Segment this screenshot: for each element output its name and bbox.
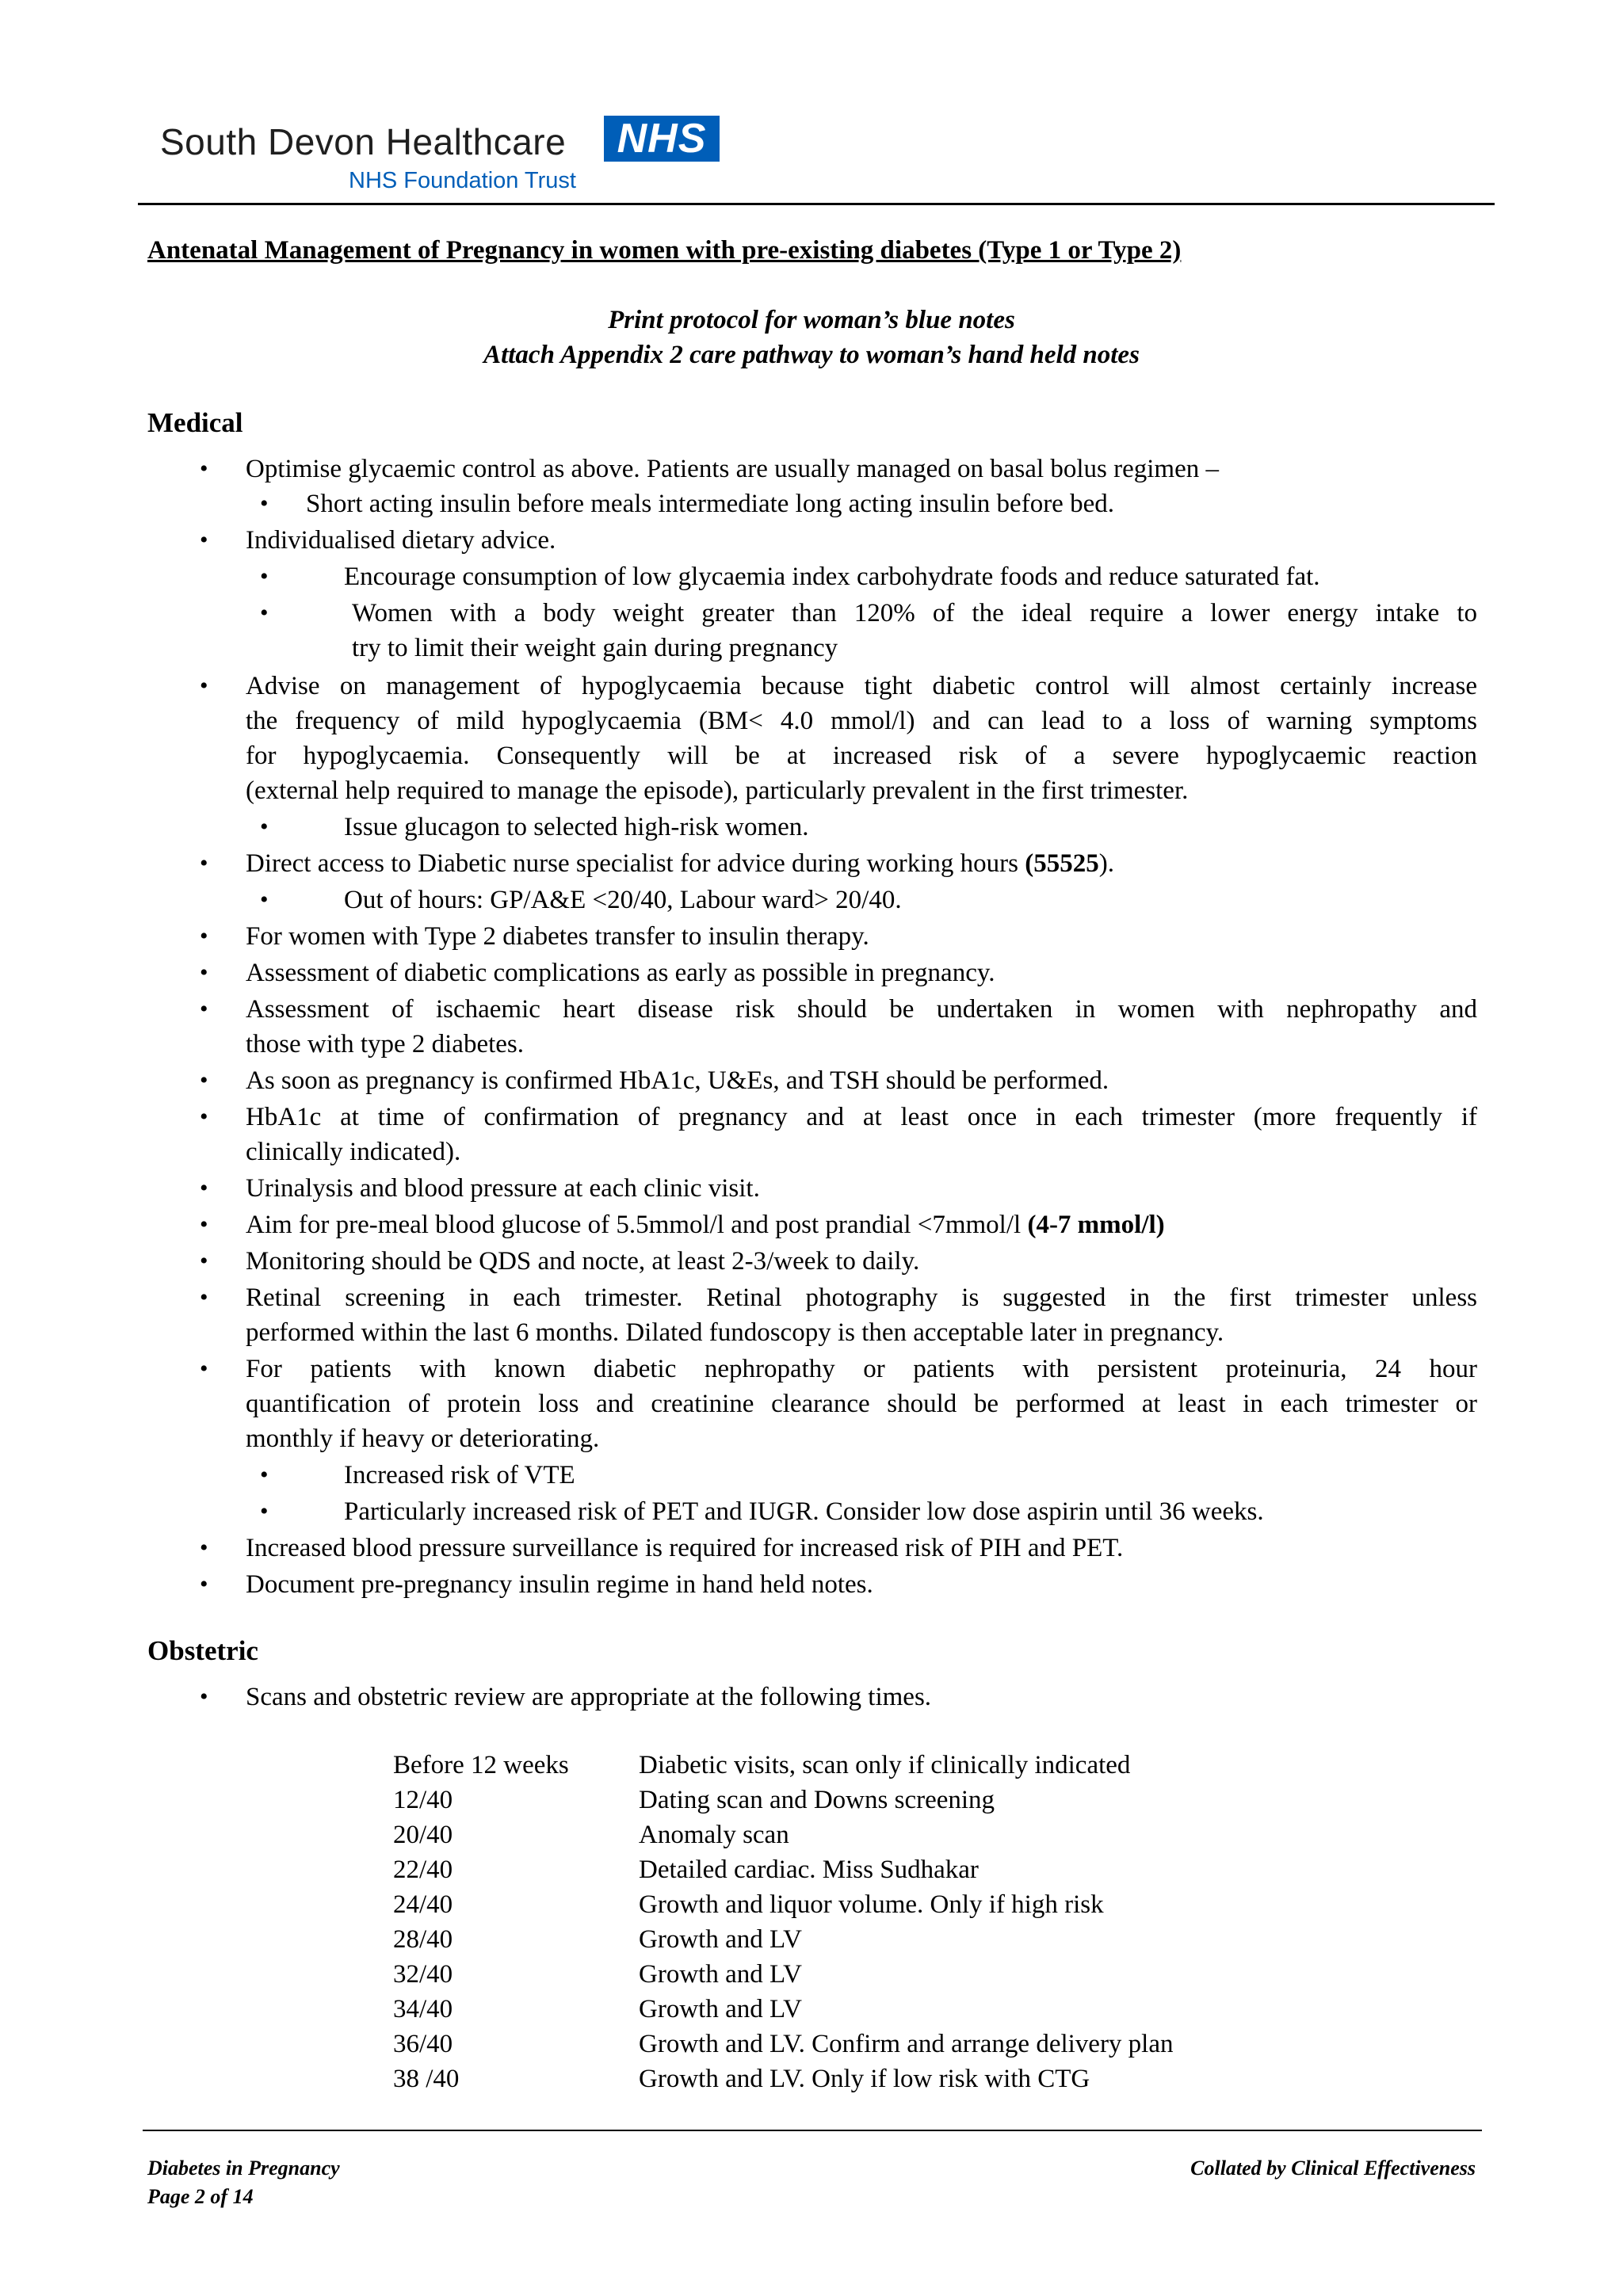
section-heading-medical: Medical bbox=[147, 407, 243, 438]
nhs-badge bbox=[604, 116, 720, 162]
scan-week: 28/40 bbox=[393, 1925, 453, 1954]
subtitle-print-protocol: Print protocol for woman’s blue notes bbox=[608, 306, 1015, 334]
bullet: • bbox=[200, 1684, 208, 1710]
footer-divider bbox=[143, 2130, 1482, 2131]
list-item-continuation: clinically indicated). bbox=[246, 1138, 461, 1166]
scan-description: Diabetic visits, scan only if clinically indicated bbox=[639, 1751, 1131, 1779]
scan-description: Growth and LV. Only if low risk with CTG bbox=[639, 2065, 1090, 2093]
bullet: • bbox=[200, 1104, 208, 1130]
bullet: • bbox=[200, 1248, 208, 1274]
bullet: • bbox=[260, 1462, 269, 1488]
bullet: • bbox=[260, 563, 269, 589]
list-item-text: Direct access to Diabetic nurse specialist for advice during working hours bbox=[246, 849, 1025, 878]
footer-collated-by: Collated by Clinical Effectiveness bbox=[1190, 2157, 1476, 2180]
scan-week: 36/40 bbox=[393, 2030, 453, 2058]
list-item-continuation: the frequency of mild hypoglycaemia (BM< 4.0 mmol/l) and can lead to a loss of warning symptoms bbox=[246, 707, 1477, 735]
list-item: For patients with known diabetic nephropathy or patients with persistent proteinuria, 24 hour bbox=[246, 1355, 1477, 1383]
list-item: Individualised dietary advice. bbox=[246, 526, 556, 555]
bullet: • bbox=[200, 673, 208, 699]
scan-description: Detailed cardiac. Miss Sudhakar bbox=[639, 1855, 979, 1884]
bullet: • bbox=[200, 923, 208, 949]
scan-week: 12/40 bbox=[393, 1786, 453, 1814]
list-item: Assessment of ischaemic heart disease risk should be undertaken in women with nephropathy and bbox=[246, 995, 1477, 1024]
list-item: Out of hours: GP/A&E <20/40, Labour ward> 20/40. bbox=[344, 886, 902, 914]
bullet: • bbox=[260, 1498, 269, 1524]
bullet: • bbox=[200, 959, 208, 986]
bullet: • bbox=[200, 527, 208, 553]
list-item-continuation: monthly if heavy or deteriorating. bbox=[246, 1425, 600, 1453]
list-item: Issue glucagon to selected high-risk women. bbox=[344, 813, 809, 841]
scan-week: 24/40 bbox=[393, 1890, 453, 1919]
scan-week: 22/40 bbox=[393, 1855, 453, 1884]
list-item: Retinal screening in each trimester. Retinal photography is suggested in the first trimester unless bbox=[246, 1283, 1477, 1312]
scan-week: 32/40 bbox=[393, 1960, 453, 1989]
bullet: • bbox=[200, 1067, 208, 1093]
scan-description: Anomaly scan bbox=[639, 1821, 789, 1849]
list-item: Short acting insulin before meals intermediate long acting insulin before bed. bbox=[306, 490, 1114, 518]
bullet: • bbox=[200, 1175, 208, 1201]
list-item: Women with a body weight greater than 120% of the ideal require a lower energy intake to bbox=[352, 599, 1477, 627]
list-item: Optimise glycaemic control as above. Patients are usually managed on basal bolus regimen – bbox=[246, 455, 1219, 483]
bullet: • bbox=[200, 1356, 208, 1382]
scan-description: Growth and LV bbox=[639, 1925, 802, 1954]
bullet: • bbox=[260, 600, 269, 626]
list-item: Document pre-pregnancy insulin regime in hand held notes. bbox=[246, 1570, 873, 1599]
subtitle-attach-appendix: Attach Appendix 2 care pathway to woman’s hand held notes bbox=[483, 341, 1140, 369]
glucose-target-range: (4-7 mmol/l) bbox=[1027, 1211, 1165, 1239]
list-item: HbA1c at time of confirmation of pregnancy and at least once in each trimester (more frequently if bbox=[246, 1103, 1477, 1131]
bullet: • bbox=[200, 1535, 208, 1561]
scan-week: 34/40 bbox=[393, 1995, 453, 2023]
bullet: • bbox=[200, 1284, 208, 1310]
list-item-continuation: try to limit their weight gain during pregnancy bbox=[352, 634, 838, 662]
bullet: • bbox=[200, 456, 208, 482]
list-item-continuation: (external help required to manage the episode), particularly prevalent in the first trimester. bbox=[246, 776, 1189, 805]
bullet: • bbox=[200, 996, 208, 1022]
list-item: Monitoring should be QDS and nocte, at least 2-3/week to daily. bbox=[246, 1247, 920, 1276]
obstetric-intro: Scans and obstetric review are appropriate at the following times. bbox=[246, 1683, 932, 1711]
list-item bbox=[246, 848, 1114, 879]
nhs-badge-text: NHS bbox=[617, 116, 707, 162]
scan-description: Growth and LV bbox=[639, 1960, 802, 1989]
list-item: Increased risk of VTE bbox=[344, 1461, 575, 1489]
bullet: • bbox=[200, 1571, 208, 1597]
scan-description: Growth and LV. Confirm and arrange delivery plan bbox=[639, 2030, 1174, 2058]
list-item-continuation: those with type 2 diabetes. bbox=[246, 1030, 525, 1058]
header-divider bbox=[138, 203, 1495, 205]
bullet: • bbox=[260, 887, 269, 913]
scan-description: Dating scan and Downs screening bbox=[639, 1786, 995, 1814]
list-item-continuation: for hypoglycaemia. Consequently will be at increased risk of a severe hypoglycaemic reaction bbox=[246, 742, 1477, 770]
list-item: Advise on management of hypoglycaemia because tight diabetic control will almost certainly increase bbox=[246, 672, 1477, 700]
list-item-text: Aim for pre-meal blood glucose of 5.5mmol/l and post prandial <7mmol/l bbox=[246, 1211, 1028, 1239]
document-title: Antenatal Management of Pregnancy in women with pre-existing diabetes (Type 1 or Type 2) bbox=[147, 236, 1182, 265]
scan-description: Growth and LV bbox=[639, 1995, 802, 2023]
list-item: For women with Type 2 diabetes transfer to insulin therapy. bbox=[246, 922, 869, 951]
list-item-continuation: quantification of protein loss and creatinine clearance should be performed at least in each trimester or bbox=[246, 1390, 1477, 1418]
list-item bbox=[246, 1209, 1165, 1241]
bullet: • bbox=[260, 490, 269, 517]
footer-document-name: Diabetes in Pregnancy bbox=[147, 2157, 340, 2180]
bullet: • bbox=[260, 814, 269, 840]
bullet: • bbox=[200, 850, 208, 876]
list-item: As soon as pregnancy is confirmed HbA1c, U&Es, and TSH should be performed. bbox=[246, 1066, 1109, 1095]
list-item: Assessment of diabetic complications as early as possible in pregnancy. bbox=[246, 959, 995, 987]
list-item-text-end: ). bbox=[1098, 849, 1115, 878]
scan-description: Growth and liquor volume. Only if high risk bbox=[639, 1890, 1104, 1919]
footer-page-number: Page 2 of 14 bbox=[147, 2185, 254, 2208]
bullet: • bbox=[200, 1211, 208, 1238]
scan-week: 20/40 bbox=[393, 1821, 453, 1849]
list-item: Increased blood pressure surveillance is required for increased risk of PIH and PET. bbox=[246, 1534, 1124, 1562]
list-item: Encourage consumption of low glycaemia index carbohydrate foods and reduce saturated fat. bbox=[344, 563, 1320, 591]
scan-week: 38 /40 bbox=[393, 2065, 460, 2093]
scan-week: Before 12 weeks bbox=[393, 1751, 569, 1779]
list-item: Urinalysis and blood pressure at each clinic visit. bbox=[246, 1174, 760, 1203]
logo-org-subtitle: NHS Foundation Trust bbox=[349, 168, 576, 193]
trust-logo bbox=[158, 113, 729, 200]
logo-org-name: South Devon Healthcare bbox=[160, 121, 567, 162]
list-item: Particularly increased risk of PET and IUGR. Consider low dose aspirin until 36 weeks. bbox=[344, 1497, 1264, 1526]
list-item-continuation: performed within the last 6 months. Dilated fundoscopy is then acceptable later in pregnancy. bbox=[246, 1318, 1224, 1347]
section-heading-obstetric: Obstetric bbox=[147, 1635, 258, 1666]
phone-extension: (55525 bbox=[1025, 849, 1099, 878]
